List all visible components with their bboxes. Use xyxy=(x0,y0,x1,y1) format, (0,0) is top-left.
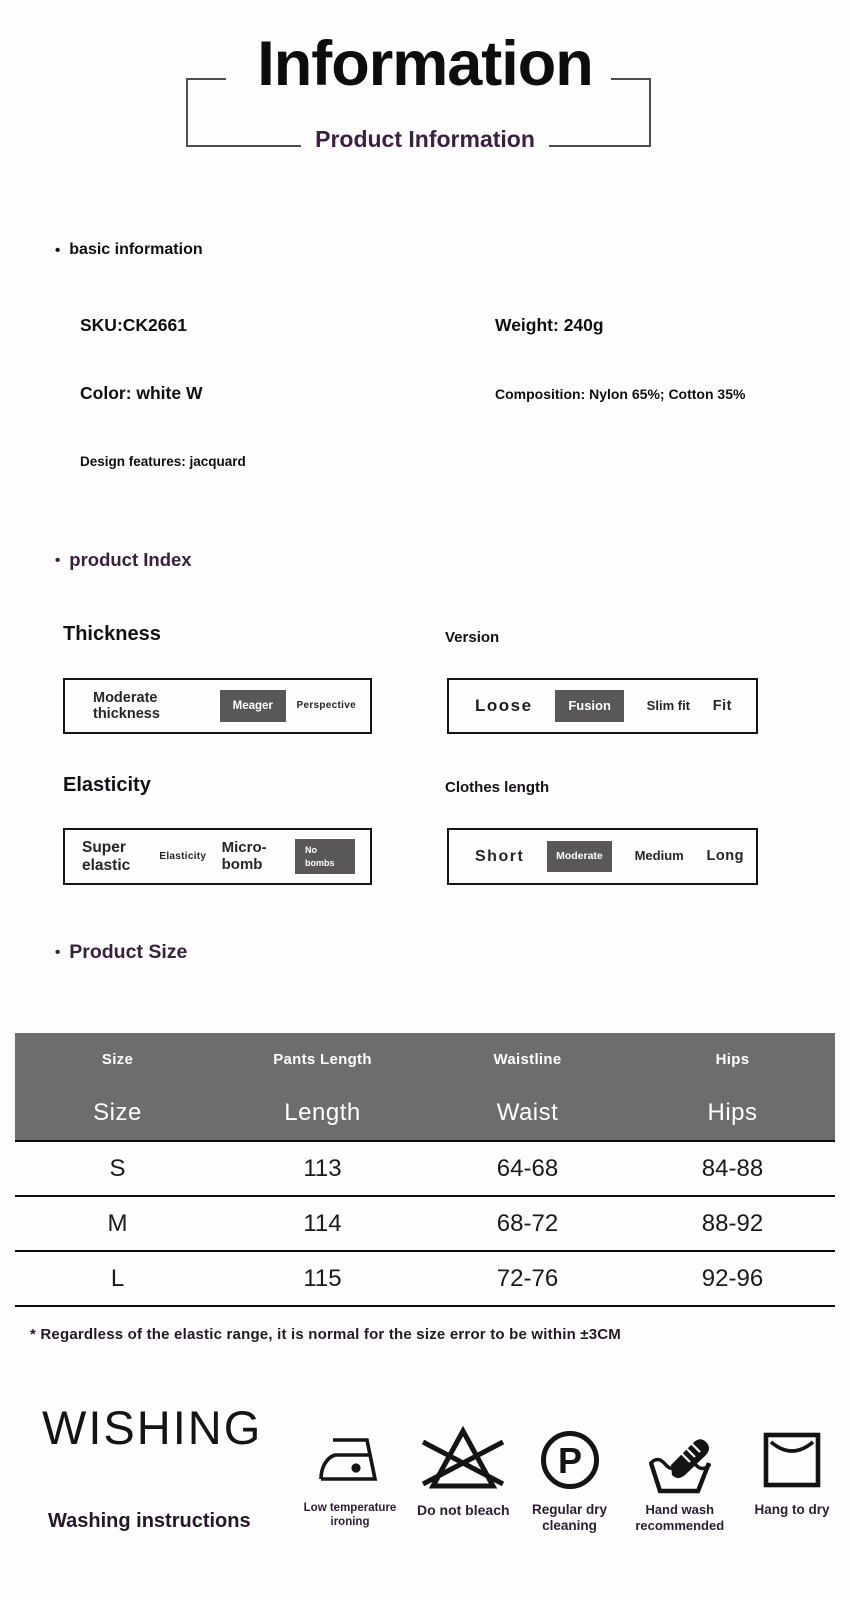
table-cell: 68-72 xyxy=(496,1209,559,1237)
group-title-version: Version xyxy=(445,629,500,646)
group-title-clothes-length: Clothes length xyxy=(445,779,550,796)
option-super-elastic: Super elastic xyxy=(82,839,131,874)
size-table-header-row-2 xyxy=(15,1085,835,1140)
table-cell: S xyxy=(109,1154,126,1182)
col-header-hips: Hips xyxy=(715,1050,750,1068)
table-cell: 113 xyxy=(303,1154,342,1182)
care-label-text: Regular dry cleaning xyxy=(531,1502,608,1534)
page-title: Information xyxy=(257,29,593,99)
option-moderate-selected: Moderate xyxy=(547,841,612,873)
table-cell: 72-76 xyxy=(496,1264,559,1292)
table-cell: 88-92 xyxy=(701,1209,764,1237)
section-heading-basic-information xyxy=(55,241,203,259)
basic-information-label: basic information xyxy=(69,241,203,258)
option-moderate-thickness: Moderate thickness xyxy=(93,689,160,722)
bullet-icon: • xyxy=(55,944,61,961)
option-micro-bomb: Micro-bomb xyxy=(221,838,267,873)
brand-wordmark: WISHING xyxy=(42,1401,263,1454)
col-header-waist-2: Waist xyxy=(496,1098,559,1126)
size-table-header xyxy=(15,1033,835,1142)
table-row-s xyxy=(15,1142,835,1197)
bracket-right-top xyxy=(611,78,651,80)
care-label: Do not bleach xyxy=(416,1502,510,1518)
hang-dry-icon xyxy=(760,1420,824,1500)
version-option-group xyxy=(447,678,758,734)
bullet-icon: • xyxy=(55,551,61,569)
table-row-m xyxy=(15,1197,835,1252)
care-label xyxy=(527,1502,613,1534)
option-perspective: Perspective xyxy=(296,700,356,712)
option-long: Long xyxy=(706,848,744,865)
weight-value: Weight: 240g xyxy=(495,315,604,335)
col-header-length-2: Length xyxy=(284,1098,361,1126)
care-item-iron xyxy=(300,1420,400,1530)
option-no-bombs-selected: No bombs xyxy=(295,839,355,873)
thickness-option-group xyxy=(63,678,372,734)
size-table xyxy=(15,1033,835,1307)
option-loose: Loose xyxy=(475,696,533,716)
iron-icon xyxy=(318,1420,382,1500)
option-short: Short xyxy=(475,847,525,865)
option-fusion-selected: Fusion xyxy=(555,690,624,723)
table-cell: 114 xyxy=(303,1209,342,1237)
care-item-hang-dry xyxy=(747,1420,837,1518)
sku-value: SKU:CK2661 xyxy=(80,315,187,335)
care-icons-row xyxy=(300,1420,837,1534)
dry-clean-icon xyxy=(539,1420,601,1500)
care-item-hand-wash xyxy=(626,1420,734,1533)
svg-text:P: P xyxy=(557,1440,582,1481)
clothes-length-option-group xyxy=(447,828,758,885)
page-subtitle-wrap xyxy=(0,126,850,153)
page-subtitle: Product Information xyxy=(301,126,549,153)
col-header-pants-length: Pants Length xyxy=(273,1050,372,1068)
size-table-header-row-1 xyxy=(15,1033,835,1085)
bracket-left-top xyxy=(186,78,226,80)
hand-wash-icon xyxy=(645,1420,715,1500)
table-cell: L xyxy=(110,1264,125,1292)
table-cell: 115 xyxy=(303,1264,342,1292)
composition-value: Composition: Nylon 65%; Cotton 35% xyxy=(495,386,746,402)
section-heading-product-size xyxy=(55,941,187,964)
product-size-label: Product Size xyxy=(69,941,188,963)
care-label: Hand wash recommended xyxy=(635,1502,725,1533)
table-cell: 64-68 xyxy=(496,1154,559,1182)
no-bleach-icon xyxy=(417,1420,509,1500)
group-title-thickness: Thickness xyxy=(63,623,161,645)
group-title-elasticity: Elasticity xyxy=(63,774,151,796)
product-index-label: product Index xyxy=(69,549,192,570)
option-medium: Medium xyxy=(634,848,684,864)
care-item-dry-clean xyxy=(527,1420,613,1534)
care-label: Low temperature ironing xyxy=(303,1502,397,1528)
washing-instructions-label: Washing instructions xyxy=(48,1510,251,1532)
table-cell: 92-96 xyxy=(701,1264,764,1292)
care-label: Hang to dry xyxy=(754,1502,830,1517)
design-features-value: Design features: jacquard xyxy=(80,454,246,469)
section-heading-product-index xyxy=(55,549,192,571)
col-header-size: Size xyxy=(101,1050,134,1068)
option-meager-selected: Meager xyxy=(220,690,286,723)
option-fit: Fit xyxy=(712,697,732,714)
size-tolerance-note: * Regardless of the elastic range, it is normal for the size error to be within ±3CM xyxy=(30,1326,621,1343)
care-item-no-bleach xyxy=(413,1420,513,1519)
col-header-waistline: Waistline xyxy=(493,1050,562,1068)
bullet-icon: • xyxy=(55,241,61,259)
option-elasticity: Elasticity xyxy=(159,850,207,862)
table-row-l xyxy=(15,1252,835,1307)
option-slim-fit: Slim fit xyxy=(646,697,691,713)
table-cell: 84-88 xyxy=(701,1154,764,1182)
color-value: Color: white W xyxy=(80,383,203,403)
col-header-hips-2: Hips xyxy=(707,1098,758,1126)
table-cell: M xyxy=(107,1209,128,1237)
col-header-size-2: Size xyxy=(93,1098,142,1126)
elasticity-option-group xyxy=(63,828,372,885)
